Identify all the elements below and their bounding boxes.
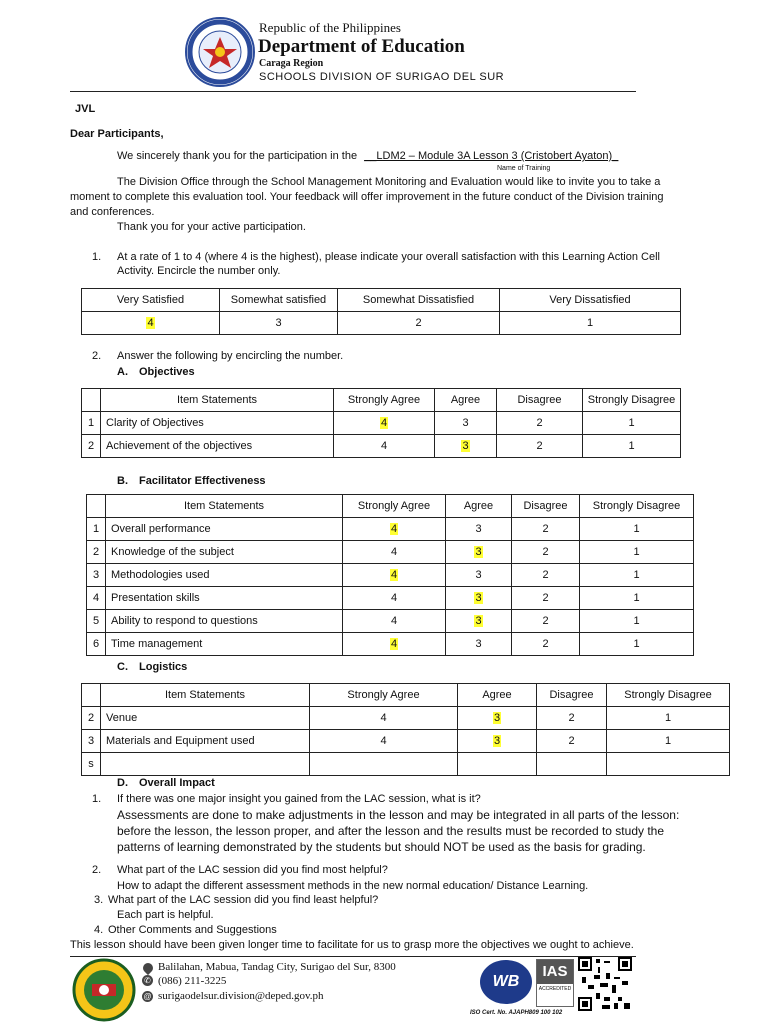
column-header: Item Statements bbox=[101, 684, 310, 707]
section-b-label: B. bbox=[117, 475, 128, 487]
satisfaction-header: Somewhat satisfied bbox=[220, 289, 338, 312]
item-statement: Presentation skills bbox=[106, 587, 343, 610]
q1-number: 1. bbox=[92, 251, 102, 263]
satisfaction-header: Very Dissatisfied bbox=[500, 289, 681, 312]
rating-option[interactable]: 2 bbox=[542, 592, 549, 604]
ias-label: IAS bbox=[537, 960, 573, 984]
column-header: Strongly Disagree bbox=[607, 684, 730, 707]
rating-cell bbox=[607, 753, 730, 776]
rating-cell bbox=[537, 707, 607, 730]
table-row bbox=[82, 730, 730, 753]
rating-cell bbox=[334, 412, 435, 435]
rating-cell bbox=[583, 435, 681, 458]
row-number-header bbox=[87, 495, 106, 518]
rating-cell bbox=[435, 435, 497, 458]
rating-selected[interactable]: 3 bbox=[493, 712, 501, 724]
table-row bbox=[87, 518, 694, 541]
d-q4-text: Other Comments and Suggestions bbox=[108, 924, 277, 936]
rating-cell bbox=[537, 730, 607, 753]
column-header: Strongly Agree bbox=[334, 389, 435, 412]
d-a1-line2: before the lesson, the lesson proper, and after the lesson and the results must be recorded to study the bbox=[117, 824, 665, 838]
d-q1-text: If there was one major insight you gained from the LAC session, what is it? bbox=[117, 793, 481, 805]
rating-cell bbox=[334, 435, 435, 458]
rating-option[interactable]: 2 bbox=[542, 638, 549, 650]
footer-phone: (086) 211-3225 bbox=[158, 975, 227, 987]
rating-selected[interactable]: 3 bbox=[475, 615, 482, 627]
rating-option[interactable]: 2 bbox=[568, 735, 575, 747]
d-q2-text: What part of the LAC session did you find most helpful? bbox=[117, 864, 388, 876]
table-row bbox=[87, 633, 694, 656]
row-number: 3 bbox=[82, 730, 101, 753]
rating-cell bbox=[446, 610, 512, 633]
table-header-row bbox=[87, 495, 694, 518]
accredited-label: ACCREDITED bbox=[538, 986, 572, 992]
q2-text: Answer the following by encircling the number. bbox=[117, 350, 344, 362]
table-row bbox=[82, 435, 681, 458]
item-statement: Achievement of the objectives bbox=[101, 435, 334, 458]
rating-cell bbox=[446, 541, 512, 564]
rating-cell bbox=[607, 730, 730, 753]
row-number: 1 bbox=[82, 412, 101, 435]
iso-cert-number: ISO Cert. No. AJAPH809 100 102 bbox=[470, 1010, 563, 1016]
rating-selected[interactable]: 3 bbox=[493, 735, 501, 747]
row-number: 2 bbox=[82, 707, 101, 730]
column-header: Strongly Agree bbox=[343, 495, 446, 518]
rating-selected[interactable]: 3 bbox=[475, 546, 482, 558]
rating-cell bbox=[583, 412, 681, 435]
rating-cell bbox=[458, 707, 537, 730]
satisfaction-value-selected[interactable]: 4 bbox=[147, 317, 154, 329]
rating-option[interactable]: 2 bbox=[542, 569, 549, 581]
rating-cell bbox=[343, 587, 446, 610]
q1-text-line2: Activity. Encircle the number only. bbox=[117, 265, 281, 277]
rating-cell bbox=[446, 587, 512, 610]
rating-cell bbox=[446, 518, 512, 541]
rating-selected[interactable]: 3 bbox=[475, 592, 482, 604]
rating-cell bbox=[512, 587, 580, 610]
rating-cell bbox=[497, 412, 583, 435]
rating-cell bbox=[446, 564, 512, 587]
d-a2-text: How to adapt the different assessment methods in the new normal education/ Distance Learning. bbox=[117, 880, 589, 892]
rating-option[interactable]: 3 bbox=[475, 569, 482, 581]
rating-cell bbox=[343, 518, 446, 541]
row-number: s bbox=[82, 753, 101, 776]
logistics-table bbox=[81, 683, 730, 776]
intro-paragraph-line1: The Division Office through the School Management Monitoring and Evaluation would like to invite you to take a bbox=[117, 176, 661, 188]
region-line: Caraga Region bbox=[259, 58, 324, 69]
table-header-row bbox=[82, 389, 681, 412]
satisfaction-value[interactable]: 1 bbox=[586, 317, 594, 329]
rating-selected[interactable]: 3 bbox=[462, 440, 469, 452]
rating-option[interactable]: 2 bbox=[542, 615, 549, 627]
row-number: 4 bbox=[87, 587, 106, 610]
department-title: Department of Education bbox=[258, 36, 465, 57]
rating-option[interactable]: 1 bbox=[633, 523, 640, 535]
rating-option[interactable]: 1 bbox=[664, 735, 672, 747]
d-q3-number: 3. bbox=[94, 894, 104, 906]
rating-cell bbox=[607, 707, 730, 730]
footer-email: surigaodelsur.division@deped.gov.ph bbox=[158, 990, 324, 1002]
row-number: 6 bbox=[87, 633, 106, 656]
d-q1-number: 1. bbox=[92, 793, 102, 805]
column-header: Agree bbox=[435, 389, 497, 412]
thanks-line bbox=[117, 150, 618, 162]
rating-selected[interactable]: 4 bbox=[380, 417, 388, 429]
section-a-title: Objectives bbox=[139, 366, 195, 378]
column-header: Disagree bbox=[512, 495, 580, 518]
q1-text-line1: At a rate of 1 to 4 (where 4 is the highest), please indicate your overall satisfaction with this Learning Action Cell bbox=[117, 251, 660, 263]
table-row bbox=[87, 564, 694, 587]
d-q4-number: 4. bbox=[94, 924, 104, 936]
rating-cell bbox=[537, 753, 607, 776]
rating-cell bbox=[580, 633, 694, 656]
intro-paragraph-line2: moment to complete this evaluation tool. Your feedback will offer improvement in the future conduct of the Division training bbox=[70, 191, 664, 203]
d-a1-line1: Assessments are done to make adjustments in the lesson and may be integrated in all parts of the lesson: bbox=[117, 808, 680, 822]
email-icon: @ bbox=[143, 992, 152, 1001]
item-statement: Clarity of Objectives bbox=[101, 412, 334, 435]
footer-address: Balilahan, Mabua, Tandag City, Surigao del Sur, 8300 bbox=[158, 961, 396, 973]
rating-cell bbox=[310, 730, 458, 753]
item-statement: Materials and Equipment used bbox=[101, 730, 310, 753]
column-header: Agree bbox=[458, 684, 537, 707]
phone-icon: ✆ bbox=[142, 975, 153, 986]
qr-code bbox=[578, 957, 632, 1011]
d-a4-text: This lesson should have been given longer time to facilitate for us to grasp more the objectives we ought to achieve. bbox=[70, 939, 634, 951]
rating-option[interactable]: 1 bbox=[633, 569, 640, 581]
rating-cell bbox=[580, 541, 694, 564]
rating-cell bbox=[343, 541, 446, 564]
rating-option[interactable]: 4 bbox=[390, 592, 398, 604]
table-row bbox=[82, 412, 681, 435]
table-row bbox=[82, 753, 730, 776]
initials: JVL bbox=[75, 103, 96, 115]
rating-cell bbox=[580, 587, 694, 610]
rating-cell bbox=[497, 435, 583, 458]
section-b-title: Facilitator Effectiveness bbox=[139, 475, 266, 487]
rating-cell bbox=[343, 564, 446, 587]
intro-paragraph-line3: and conferences. bbox=[70, 206, 155, 218]
rating-selected[interactable]: 4 bbox=[390, 569, 398, 581]
division-line: SCHOOLS DIVISION OF SURIGAO DEL SUR bbox=[259, 71, 505, 83]
rating-cell bbox=[512, 518, 580, 541]
section-d-title: Overall Impact bbox=[139, 777, 215, 789]
rating-cell bbox=[458, 730, 537, 753]
section-d-label: D. bbox=[117, 777, 128, 789]
rating-option[interactable]: 2 bbox=[568, 712, 575, 724]
rating-cell bbox=[343, 633, 446, 656]
satisfaction-table bbox=[81, 288, 681, 335]
division-seal-logo bbox=[72, 958, 136, 1022]
header-divider bbox=[70, 91, 636, 92]
item-statement bbox=[101, 753, 310, 776]
section-c-label: C. bbox=[117, 661, 128, 673]
rating-cell bbox=[343, 610, 446, 633]
d-q3-text: What part of the LAC session did you find least helpful? bbox=[108, 894, 379, 906]
column-header: Item Statements bbox=[106, 495, 343, 518]
rating-option[interactable]: 1 bbox=[633, 592, 640, 604]
satisfaction-header: Somewhat Dissatisfied bbox=[338, 289, 500, 312]
table-header-row bbox=[82, 684, 730, 707]
q2-number: 2. bbox=[92, 350, 102, 362]
rating-option[interactable]: 3 bbox=[462, 417, 469, 429]
deped-seal-logo bbox=[185, 17, 255, 87]
rating-option[interactable]: 1 bbox=[633, 638, 640, 650]
item-statement: Overall performance bbox=[106, 518, 343, 541]
training-name: __LDM2 – Module 3A Lesson 3 (Cristobert Ayaton)_ bbox=[364, 150, 619, 162]
table-row bbox=[87, 610, 694, 633]
objectives-table bbox=[81, 388, 681, 458]
rating-option[interactable]: 4 bbox=[390, 546, 398, 558]
row-number: 2 bbox=[82, 435, 101, 458]
item-statement: Time management bbox=[106, 633, 343, 656]
rating-cell bbox=[512, 633, 580, 656]
thanks-prefix: We sincerely thank you for the participation in the bbox=[117, 150, 358, 162]
rating-option[interactable]: 2 bbox=[536, 440, 543, 452]
closing-line: Thank you for your active participation. bbox=[117, 221, 306, 233]
rating-option[interactable]: 1 bbox=[628, 417, 635, 429]
rating-option[interactable]: 1 bbox=[664, 712, 672, 724]
column-header: Agree bbox=[446, 495, 512, 518]
rating-option[interactable]: 4 bbox=[380, 440, 388, 452]
table-row bbox=[87, 541, 694, 564]
section-a-label: A. bbox=[117, 366, 128, 378]
column-header: Strongly Disagree bbox=[583, 389, 681, 412]
column-header: Item Statements bbox=[101, 389, 334, 412]
republic-line: Republic of the Philippines bbox=[259, 20, 401, 35]
column-header: Disagree bbox=[537, 684, 607, 707]
rating-cell bbox=[580, 518, 694, 541]
rating-cell bbox=[512, 541, 580, 564]
rating-option[interactable]: 4 bbox=[380, 712, 387, 724]
table-row bbox=[87, 587, 694, 610]
rating-cell bbox=[458, 753, 537, 776]
rating-option[interactable]: 1 bbox=[633, 546, 640, 558]
rating-option[interactable]: 3 bbox=[475, 523, 482, 535]
rating-option[interactable]: 2 bbox=[536, 417, 543, 429]
satisfaction-values-row bbox=[82, 312, 681, 335]
row-number: 2 bbox=[87, 541, 106, 564]
row-number-header bbox=[82, 684, 101, 707]
rating-cell bbox=[580, 564, 694, 587]
rating-selected[interactable]: 4 bbox=[390, 638, 398, 650]
rating-option[interactable]: 2 bbox=[542, 546, 549, 558]
wb-certification-logo: WB bbox=[480, 960, 532, 1004]
location-icon bbox=[141, 961, 155, 975]
rating-cell bbox=[512, 610, 580, 633]
ias-logo bbox=[536, 959, 574, 1007]
facilitator-table bbox=[86, 494, 694, 656]
training-caption: Name of Training bbox=[497, 165, 551, 172]
rating-cell bbox=[435, 412, 497, 435]
satisfaction-header-row bbox=[82, 289, 681, 312]
d-q2-number: 2. bbox=[92, 864, 102, 876]
item-statement: Venue bbox=[101, 707, 310, 730]
row-number-header bbox=[82, 389, 101, 412]
rating-selected[interactable]: 4 bbox=[390, 523, 398, 535]
d-a3-text: Each part is helpful. bbox=[117, 909, 214, 921]
rating-option[interactable]: 4 bbox=[390, 615, 398, 627]
greeting: Dear Participants, bbox=[70, 128, 164, 140]
row-number: 1 bbox=[87, 518, 106, 541]
d-a1-line3: patterns of learning demonstrated by the students but should NOT be used as the basis for grading. bbox=[117, 840, 646, 854]
satisfaction-value[interactable]: 2 bbox=[415, 317, 422, 329]
rating-option[interactable]: 2 bbox=[542, 523, 549, 535]
satisfaction-value[interactable]: 3 bbox=[275, 317, 282, 329]
row-number: 3 bbox=[87, 564, 106, 587]
item-statement: Ability to respond to questions bbox=[106, 610, 343, 633]
item-statement: Methodologies used bbox=[106, 564, 343, 587]
table-row bbox=[82, 707, 730, 730]
column-header: Disagree bbox=[497, 389, 583, 412]
row-number: 5 bbox=[87, 610, 106, 633]
rating-option[interactable]: 3 bbox=[475, 638, 482, 650]
rating-cell bbox=[446, 633, 512, 656]
rating-option[interactable]: 1 bbox=[633, 615, 640, 627]
satisfaction-header: Very Satisfied bbox=[82, 289, 220, 312]
rating-cell bbox=[580, 610, 694, 633]
rating-option[interactable]: 1 bbox=[628, 440, 635, 452]
column-header: Strongly Disagree bbox=[580, 495, 694, 518]
rating-cell bbox=[310, 753, 458, 776]
rating-option[interactable]: 4 bbox=[380, 735, 387, 747]
footer-divider bbox=[70, 956, 636, 957]
rating-cell bbox=[512, 564, 580, 587]
rating-cell bbox=[310, 707, 458, 730]
item-statement: Knowledge of the subject bbox=[106, 541, 343, 564]
section-c-title: Logistics bbox=[139, 661, 188, 673]
column-header: Strongly Agree bbox=[310, 684, 458, 707]
